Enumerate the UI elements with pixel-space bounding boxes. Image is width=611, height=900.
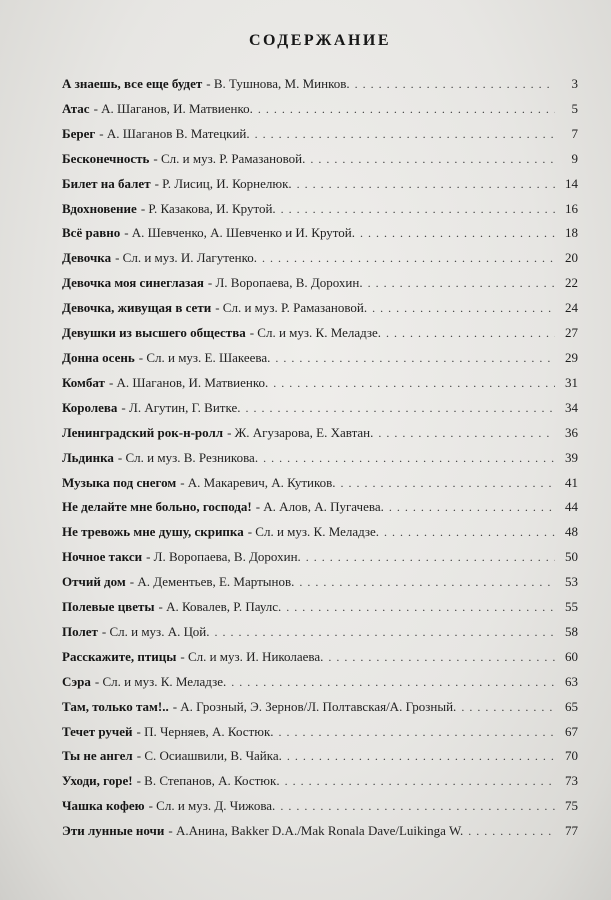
song-title: Девочка xyxy=(62,250,112,266)
song-title: Эти лунные ночи xyxy=(62,823,165,839)
page-number: 73 xyxy=(565,773,578,789)
song-title: Чашка кофею xyxy=(62,798,145,814)
dot-leader xyxy=(262,246,555,271)
dot-leader xyxy=(231,670,555,695)
dot-leader xyxy=(255,122,555,147)
dot-leader xyxy=(275,346,555,371)
page-number: 63 xyxy=(565,673,578,689)
toc-entry xyxy=(62,595,578,620)
song-authors: - Сл. и муз. Р. Рамазановой. xyxy=(153,150,306,166)
song-authors: - Сл. и муз. И. Николаева. xyxy=(180,648,324,664)
song-title: Берег xyxy=(62,125,96,141)
toc-entry xyxy=(62,197,578,222)
song-authors: - Л. Воропаева, В. Дорохин. xyxy=(207,275,363,291)
toc-entry xyxy=(62,794,578,819)
dot-leader xyxy=(285,769,555,794)
song-title: Донна осень xyxy=(62,349,135,365)
toc-entry xyxy=(62,321,578,346)
dot-leader xyxy=(299,570,555,595)
song-title: Расскажите, птицы xyxy=(62,648,177,664)
song-authors: - А. Ковалев, Р. Паулс. xyxy=(158,599,282,615)
dot-leader xyxy=(341,471,555,496)
song-title: Не тревожь мне душу, скрипка xyxy=(62,524,244,540)
page-number: 58 xyxy=(565,623,578,639)
song-title: Девочка, живущая в сети xyxy=(62,300,212,316)
toc-entry xyxy=(62,446,578,471)
dot-leader xyxy=(461,695,555,720)
toc-entry xyxy=(62,271,578,296)
toc-entry xyxy=(62,371,578,396)
song-authors: - А. Шаганов, И. Матвиенко. xyxy=(93,100,253,116)
song-title: Ночное такси xyxy=(62,549,143,565)
song-authors: - В. Степанов, А. Костюк. xyxy=(136,773,280,789)
song-title: Отчий дом xyxy=(62,574,126,590)
song-authors: - Ж. Агузарова, Е. Хавтан. xyxy=(227,424,374,440)
song-title: Девушки из высшего общества xyxy=(62,325,246,341)
page-number: 22 xyxy=(565,275,578,291)
dot-leader xyxy=(215,620,555,645)
toc-entry xyxy=(62,396,578,421)
song-authors: - С. Осиашвили, В. Чайка. xyxy=(136,748,282,764)
page-number: 29 xyxy=(565,349,578,365)
page-number: 65 xyxy=(565,698,578,714)
song-authors: - А.Анина, Bakker D.A./Mak Ronala Dave/Luikinga W. xyxy=(168,823,464,839)
dot-leader xyxy=(286,595,555,620)
song-title: Вдохновение xyxy=(62,200,137,216)
song-authors: - А. Дементьев, Е. Мартынов. xyxy=(129,574,295,590)
page-title: СОДЕРЖАНИЕ xyxy=(248,32,392,49)
song-title: Полевые цветы xyxy=(62,599,155,615)
page-number: 34 xyxy=(565,399,578,415)
song-title: Течет ручей xyxy=(62,723,133,739)
page-number: 75 xyxy=(565,798,578,814)
page-number: 7 xyxy=(571,125,578,141)
song-authors: - А. Алов, А. Пугачева. xyxy=(255,499,384,515)
song-title: Ты не ангел xyxy=(62,748,133,764)
song-authors: - Р. Казакова, И. Крутой. xyxy=(140,200,276,216)
dot-leader xyxy=(280,794,555,819)
song-title: Там, только там!.. xyxy=(62,698,169,714)
toc-entry xyxy=(62,72,578,97)
song-title: Бесконечность xyxy=(62,150,150,166)
page-number: 77 xyxy=(565,823,578,839)
toc-list xyxy=(62,72,578,844)
song-title: Ленинградский рок-н-ролл xyxy=(62,424,224,440)
page-number: 70 xyxy=(565,748,578,764)
dot-leader xyxy=(389,495,555,520)
song-authors: - Р. Лисиц, И. Корнелюк. xyxy=(154,175,292,191)
dot-leader xyxy=(468,819,555,844)
dot-leader xyxy=(384,520,555,545)
page-number: 16 xyxy=(565,200,578,216)
song-title: Сэра xyxy=(62,673,91,689)
toc-entry xyxy=(62,570,578,595)
song-authors: - Сл. и муз. К. Меладзе. xyxy=(247,524,380,540)
toc-entry xyxy=(62,346,578,371)
song-title: Всё равно xyxy=(62,225,121,241)
song-authors: - Сл. и муз. В. Резникова. xyxy=(117,449,259,465)
song-authors: - Сл. и муз. Р. Рамазановой. xyxy=(215,300,368,316)
dot-leader xyxy=(246,396,555,421)
page-number: 20 xyxy=(565,250,578,266)
song-title: Девочка моя синеглазая xyxy=(62,275,204,291)
page-number: 9 xyxy=(571,150,578,166)
page-number: 5 xyxy=(571,100,578,116)
dot-leader xyxy=(306,545,555,570)
page-number: 18 xyxy=(565,225,578,241)
page-number: 48 xyxy=(565,524,578,540)
page-number: 31 xyxy=(565,374,578,390)
page-number: 67 xyxy=(565,723,578,739)
song-authors: - А. Шевченко, А. Шевченко и И. Крутой. xyxy=(124,225,356,241)
toc-entry xyxy=(62,819,578,844)
toc-entry xyxy=(62,744,578,769)
song-authors: - В. Тушнова, М. Минков. xyxy=(206,76,350,91)
toc-entry xyxy=(62,172,578,197)
page-number: 44 xyxy=(565,499,578,515)
dot-leader xyxy=(368,271,555,296)
dot-leader xyxy=(378,421,555,446)
toc-entry xyxy=(62,221,578,246)
toc-entry xyxy=(62,720,578,745)
toc-entry xyxy=(62,520,578,545)
song-authors: - Сл. и муз. И. Лагутенко. xyxy=(115,250,258,266)
page-number: 24 xyxy=(565,300,578,316)
song-title: Музыка под снегом xyxy=(62,474,177,490)
song-authors: - Л. Воропаева, В. Дорохин. xyxy=(146,549,301,565)
page-number: 60 xyxy=(565,648,578,664)
page-number: 36 xyxy=(565,424,578,440)
song-title: Полет xyxy=(62,623,98,639)
dot-leader xyxy=(328,645,555,670)
toc-entry xyxy=(62,769,578,794)
toc-entry xyxy=(62,620,578,645)
toc-entry xyxy=(62,147,578,172)
toc-entry xyxy=(62,421,578,446)
song-authors: - Л. Агутин, Г. Витке. xyxy=(121,399,241,415)
dot-leader xyxy=(281,197,555,222)
page-number: 50 xyxy=(565,549,578,565)
page-number: 14 xyxy=(565,175,578,191)
song-authors: - Сл. и муз. К. Меладзе. xyxy=(94,673,227,689)
dot-leader xyxy=(279,720,555,745)
song-authors: - А. Макаревич, А. Кутиков. xyxy=(180,474,336,490)
dot-leader xyxy=(287,744,555,769)
dot-leader xyxy=(360,221,555,246)
song-title: Атас xyxy=(62,100,90,116)
dot-leader xyxy=(297,172,555,197)
dot-leader xyxy=(386,321,555,346)
song-authors: - А. Грозный, Э. Зернов/Л. Полтавская/А. Грозный. xyxy=(172,698,457,714)
toc-entry xyxy=(62,695,578,720)
song-title: Льдинка xyxy=(62,449,114,465)
dot-leader xyxy=(263,446,555,471)
toc-entry xyxy=(62,296,578,321)
song-authors: - А. Шаганов, И. Матвиенко. xyxy=(108,374,269,390)
toc-entry xyxy=(62,97,578,122)
page-number: 53 xyxy=(565,574,578,590)
song-authors: - Сл. и муз. Д. Чижова. xyxy=(148,798,276,814)
toc-entry xyxy=(62,122,578,147)
dot-leader xyxy=(372,296,555,321)
page-number: 39 xyxy=(565,449,578,465)
dot-leader xyxy=(355,72,555,97)
song-authors: - Сл. и муз. К. Меладзе. xyxy=(249,325,382,341)
song-authors: - А. Шаганов В. Матецкий. xyxy=(99,125,250,141)
song-title: Комбат xyxy=(62,374,105,390)
song-authors: - П. Черняев, А. Костюк. xyxy=(136,723,274,739)
toc-entry xyxy=(62,495,578,520)
dot-leader xyxy=(273,371,555,396)
page-number: 27 xyxy=(565,325,578,341)
toc-entry xyxy=(62,645,578,670)
song-title: Билет на балет xyxy=(62,175,151,191)
song-authors: - Сл. и муз. Е. Шакеева. xyxy=(138,349,271,365)
song-title: А знаешь, все еще будет xyxy=(62,76,203,91)
song-title: Королева xyxy=(62,399,118,415)
page-number: 41 xyxy=(565,474,578,490)
toc-entry xyxy=(62,545,578,570)
toc-entry xyxy=(62,246,578,271)
page-number: 55 xyxy=(565,599,578,615)
song-title: Уходи, горе! xyxy=(62,773,133,789)
toc-entry xyxy=(62,471,578,496)
song-authors: - Сл. и муз. А. Цой. xyxy=(101,623,210,639)
page-number: 3 xyxy=(571,76,578,91)
song-title: Не делайте мне больно, господа! xyxy=(62,499,252,515)
dot-leader xyxy=(310,147,555,172)
toc-entry xyxy=(62,670,578,695)
dot-leader xyxy=(258,97,555,122)
